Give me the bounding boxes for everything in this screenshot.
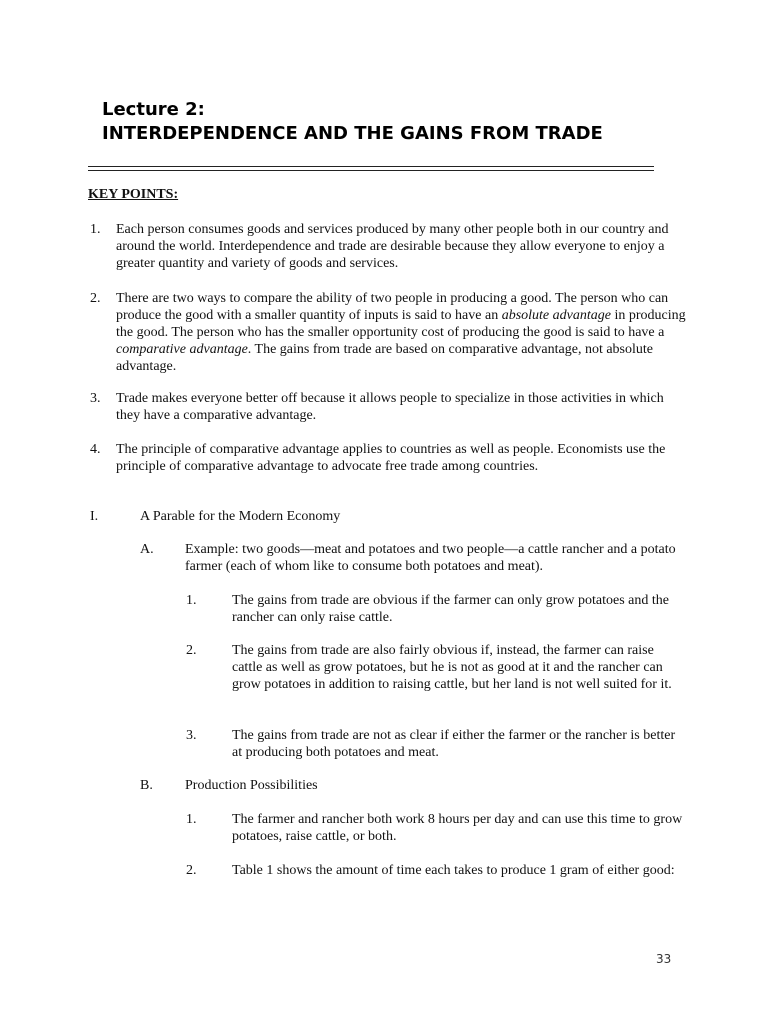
term-absolute-advantage: absolute advantage — [501, 308, 611, 323]
outline-marker: 1. — [186, 593, 197, 608]
outline-marker: 3. — [186, 728, 197, 743]
term-comparative-advantage: comparative advantage — [116, 342, 248, 357]
outline-text: The gains from trade are not as clear if either the farmer or the rancher is better at producing both potatoes and meat. — [232, 728, 676, 760]
outline-text: Table 1 shows the amount of time each takes to produce 1 gram of either good: — [232, 863, 675, 878]
outline-item-B — [140, 777, 690, 794]
lecture-topic: INTERDEPENDENCE AND THE GAINS FROM TRADE — [102, 123, 603, 144]
key-point-text: Trade makes everyone better off because it allows people to specialize in those activities in which they have a comparative advantage. — [116, 391, 664, 423]
outline-subitem-A1 — [186, 592, 686, 626]
key-point-text — [116, 290, 690, 375]
key-points-heading: KEY POINTS: — [88, 187, 179, 202]
outline-marker: I. — [90, 509, 99, 524]
outline-text: Production Possibilities — [185, 778, 318, 793]
outline-marker: 2. — [186, 643, 197, 658]
outline-text: Example: two goods—meat and potatoes and two people—a cattle rancher and a potato farmer (each of whom like to consume both potatoes and meat). — [185, 542, 676, 574]
key-point-text: Each person consumes goods and services produced by many other people both in our country and around the world. Interdependence and trade are desirable because they allow everyone to enjoy a greater quantity and variety of goods and services. — [116, 222, 669, 271]
outline-marker: 2. — [186, 863, 197, 878]
outline-subitem-B2 — [186, 862, 686, 879]
outline-subitem-A3 — [186, 727, 686, 761]
key-point-number: 1. — [90, 222, 101, 237]
title-rule-bottom — [88, 170, 654, 171]
title-rule-top — [88, 166, 654, 167]
key-point-4 — [90, 441, 690, 475]
outline-marker: A. — [140, 542, 154, 557]
text-run: . The gains from trade are based on comparative advantage, not absolute advantage. — [116, 342, 653, 374]
key-point-1 — [90, 221, 690, 272]
section-title: A Parable for the Modern Economy — [140, 509, 341, 524]
outline-text: The gains from trade are obvious if the farmer can only grow potatoes and the rancher can only raise cattle. — [232, 593, 669, 625]
key-point-2 — [90, 290, 690, 375]
lecture-number: Lecture 2: — [102, 99, 205, 120]
outline-marker: 1. — [186, 812, 197, 827]
outline-subitem-A2 — [186, 642, 686, 693]
outline-section-1 — [90, 508, 650, 525]
text-run: There are two ways to compare the ability of two people in producing a good. The person who can produce the good with a smaller quantity of inputs is said to have an — [116, 291, 669, 323]
outline-marker: B. — [140, 778, 153, 793]
key-point-number: 4. — [90, 442, 101, 457]
text-run: in producing the good. The person who has the smaller opportunity cost of producing the good is said to have a — [116, 308, 686, 340]
key-point-3 — [90, 390, 690, 424]
outline-text: The gains from trade are also fairly obvious if, instead, the farmer can raise cattle as well as grow potatoes, but he is not as good at it and the rancher can grow potatoes in addition to raising cattle, but her land is not well suited for it. — [232, 643, 672, 692]
page-number: 33 — [656, 952, 672, 966]
key-point-number: 2. — [90, 291, 101, 306]
outline-text: The farmer and rancher both work 8 hours per day and can use this time to grow potatoes, raise cattle, or both. — [232, 812, 683, 844]
key-point-text: The principle of comparative advantage applies to countries as well as people. Economists use the principle of comparative advantage to advocate free trade among countries. — [116, 442, 666, 474]
key-point-number: 3. — [90, 391, 101, 406]
lecture-title — [102, 98, 603, 146]
outline-item-A — [140, 541, 690, 575]
outline-subitem-B1 — [186, 811, 686, 845]
